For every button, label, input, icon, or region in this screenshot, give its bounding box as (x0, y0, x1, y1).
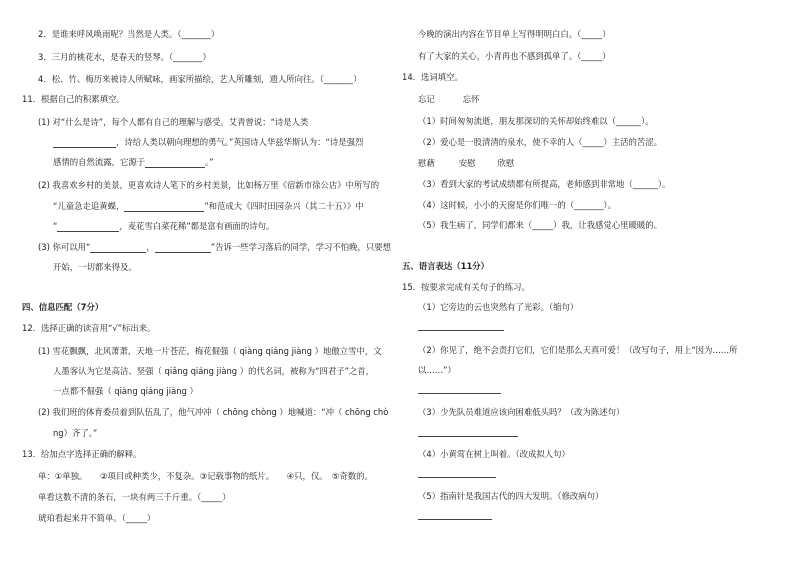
q4-line (38, 74, 362, 85)
q15-answer-line-2[interactable] (418, 393, 501, 394)
q2-answer-paren[interactable]: （_______） (177, 29, 220, 39)
q13-sentence1-paren[interactable]: （_____） (197, 492, 231, 502)
q13-sentence1-text: 单看这数不清的条石，一块有两三千斤重。 (38, 492, 198, 502)
word-option: 忘怀 (462, 94, 480, 104)
q3-line (38, 52, 211, 63)
word-option: 忘记 (418, 94, 435, 104)
q11-title: 11．根据自己的积累填空。 (22, 94, 125, 104)
q15-answer-line-3[interactable] (418, 436, 518, 437)
q11-blank-6[interactable] (155, 243, 211, 253)
q11-item2-line1 (38, 180, 379, 191)
q13-sentence2 (38, 513, 155, 524)
q15-task1: （1）它旁边的云也突然有了光彩。（缩句） (418, 302, 579, 312)
q15-answer-line-4[interactable] (418, 477, 496, 478)
q13-definitions: 单：①单独。 ②项目或种类少，不复杂。③记载事物的纸片。 ④只，仅。 ⑤奇数的。 (38, 471, 373, 481)
q11-item3-number: (3) (38, 242, 50, 252)
q11-blank-5[interactable] (90, 243, 146, 253)
q11-item1-text-c-pre: 感情的自然流露，它源于 (53, 157, 146, 167)
q15-task2-line2: 以……”） (418, 365, 456, 375)
q11-item1-line1 (38, 117, 308, 128)
q11-item2-text-b-pre: “儿童急走追黄蝶， (53, 201, 125, 211)
q13-title: 13．给加点字选择正确的解释。 (22, 449, 142, 459)
q11-item2-line2 (53, 201, 364, 212)
q15-title: 15．按要求完成有关句子的练习。 (402, 282, 530, 292)
q14-fill1-text: （1）时间匆匆流逝，朋友那深切的关怀却始终难以 (418, 116, 608, 126)
q14-fill5 (418, 220, 662, 231)
q12-item1-number: (1) (38, 346, 50, 356)
q11-item2-text-a: 我喜欢乡村的美景，更喜欢诗人笔下的乡村美景，比如杨万里《宿新市徐公店》中所写的 (52, 180, 380, 190)
q12-item2-line2[interactable]: ng）齐了。” (53, 428, 98, 438)
q11-item3-line1 (38, 242, 391, 253)
q11-item2-text-b-post: ”和范成大《四时田园杂兴（其二十五）》中 (204, 201, 364, 211)
r-judge-line1 (418, 29, 611, 40)
q11-blank-2[interactable] (145, 158, 205, 168)
q11-item1-line2 (53, 137, 363, 148)
section4-header: 四、信息匹配（7分） (22, 302, 104, 312)
q14-fill5-rest[interactable]: （_____）我，让我感觉心里暖暖的。 (523, 220, 663, 230)
q11-blank-1[interactable] (53, 138, 116, 148)
q14-fill2-text: （2）爱心是一股清清的泉水，使不幸的人 (418, 137, 575, 147)
q14-fill3-paren[interactable]: （______）。 (624, 179, 671, 189)
q11-item1-text-a: 对“什么是诗”，每个人都有自己的理解与感受。艾青曾说：“诗是人类 (52, 117, 309, 127)
q4-text: 4．松、竹、梅历来被诗人所赋咏，画家所描绘，艺人所雕刻，遗人所向往。 (38, 74, 320, 84)
r-judge2-paren[interactable]: （_____） (577, 51, 611, 61)
q15-task5: （5）指南针是我国古代的四大发明。（修改病句） (418, 491, 604, 501)
q2-text: 2．是谁来呼风唤雨呢？当然是人类。 (38, 29, 178, 39)
q14-fill4-paren[interactable]: （_______）。 (565, 200, 616, 210)
q12-item1-line1 (38, 346, 382, 357)
q11-blank-4[interactable] (57, 222, 119, 232)
q14-fill2 (418, 137, 662, 148)
q11-item2-text-c-pre: “ (53, 221, 58, 231)
q13-sentence2-paren[interactable]: （_____） (121, 513, 156, 523)
q11-item1-line3 (53, 157, 214, 168)
q14-title: 14．选词填空。 (402, 72, 463, 82)
q13-sentence2-text: 琥珀看起来并不简单。 (38, 513, 122, 523)
word-option: 安慰 (458, 158, 476, 168)
q14-fill1-paren[interactable]: （______）。 (607, 116, 654, 126)
q15-answer-line-5[interactable] (418, 519, 492, 520)
q2-line (38, 29, 219, 40)
q12-title: 12．选择正确的读音用“√”标出来。 (22, 323, 156, 333)
q12-item2-line1 (38, 407, 388, 418)
q11-item3-text-a-mid: ， (146, 242, 155, 252)
q14-fill4 (418, 200, 616, 211)
q12-item2-text-1[interactable]: 我们班的体育委员着到队伍乱了，他气冲冲（ chōng chòng ）地喊道：“冲（ chōng chò (52, 407, 389, 417)
q14-fill3 (418, 179, 670, 190)
q15-task4: （4）小黄莺在树上叫着。（改成拟人句） (418, 449, 570, 459)
q12-item2-number: (2) (38, 407, 50, 417)
q15-task2-line1: （2）你见了，绝不会责打它们，它们是那么天真可爱！（改写句子，用上“因为……所 (418, 345, 738, 355)
q11-item2-text-c-post: ，麦花雪白菜花稀”都是富有画面的诗句。 (119, 221, 275, 231)
q12-item1-line2[interactable]: 人墨客认为它是高洁、坚强（ qiǎng qiáng jiàng ）的代名词，被称为“四君子”之首， (53, 366, 375, 376)
r-judge1-text: 今晚的演出内容在节目单上写得明明白白。 (418, 29, 578, 39)
q11-item1-text-b: ，诗给人类以朝向理想的勇气。”英国诗人华兹华斯认为：“诗是强烈 (116, 137, 364, 147)
q14-fill2-rest[interactable]: （_____）主活的苦涩。 (574, 137, 663, 147)
q3-text: 3．三月的桃花水，是春天的竖琴。 (38, 52, 169, 62)
q14-wordbank-2 (418, 158, 514, 169)
q11-item1-text-c-post: 。” (205, 157, 214, 167)
word-option: 慰藉 (418, 158, 435, 168)
q11-item3-text-a-pre: 你可以用“ (52, 242, 91, 252)
q11-blank-3[interactable] (124, 202, 204, 212)
word-option: 欣慰 (497, 158, 515, 168)
r-judge2-text: 有了大家的关心，小青再也不感到孤单了。 (418, 51, 578, 61)
q11-item3-line2: 开始，一切都来得及。 (53, 262, 137, 272)
q3-answer-paren[interactable]: （_______） (168, 52, 211, 62)
q14-wordbank-1 (418, 94, 480, 105)
q13-sentence1 (38, 492, 231, 503)
q14-fill4-text: （4）这时候，小小的天窗是你们唯一的 (418, 200, 566, 210)
r-judge-line2 (418, 51, 611, 62)
q11-item1-number: (1) (38, 117, 50, 127)
q12-item1-text-1[interactable]: 雪花飘飘，北风萧萧，天地一片苍茫，梅花倔强（ qiàng qiáng jiàng ）地傲立雪中，文 (52, 346, 382, 356)
q11-item2-number: (2) (38, 180, 50, 190)
q12-item1-line3[interactable]: 一点都不倔强（ qiàng qiáng jiàng ） (53, 386, 198, 396)
q14-fill3-text: （3）看到大家的考试成绩都有所提高，老师感到非常地 (418, 179, 625, 189)
q4-answer-paren[interactable]: （_______） (319, 74, 362, 84)
q15-task3: （3）少先队员难道应该向困难低头吗？（改为陈述句） (418, 407, 625, 417)
q15-answer-line-1[interactable] (418, 330, 504, 331)
q14-fill1 (418, 116, 654, 127)
q11-item3-text-a-post: ”告诉一些学习落后的同学，学习不怕晚，只要想 (210, 242, 391, 252)
q11-item2-line3 (53, 221, 274, 232)
r-judge1-paren[interactable]: （_____） (577, 29, 611, 39)
q14-fill5-text: （5）我生病了，同学们都来 (418, 220, 524, 230)
section5-header: 五、语言表达（11分） (402, 261, 490, 271)
